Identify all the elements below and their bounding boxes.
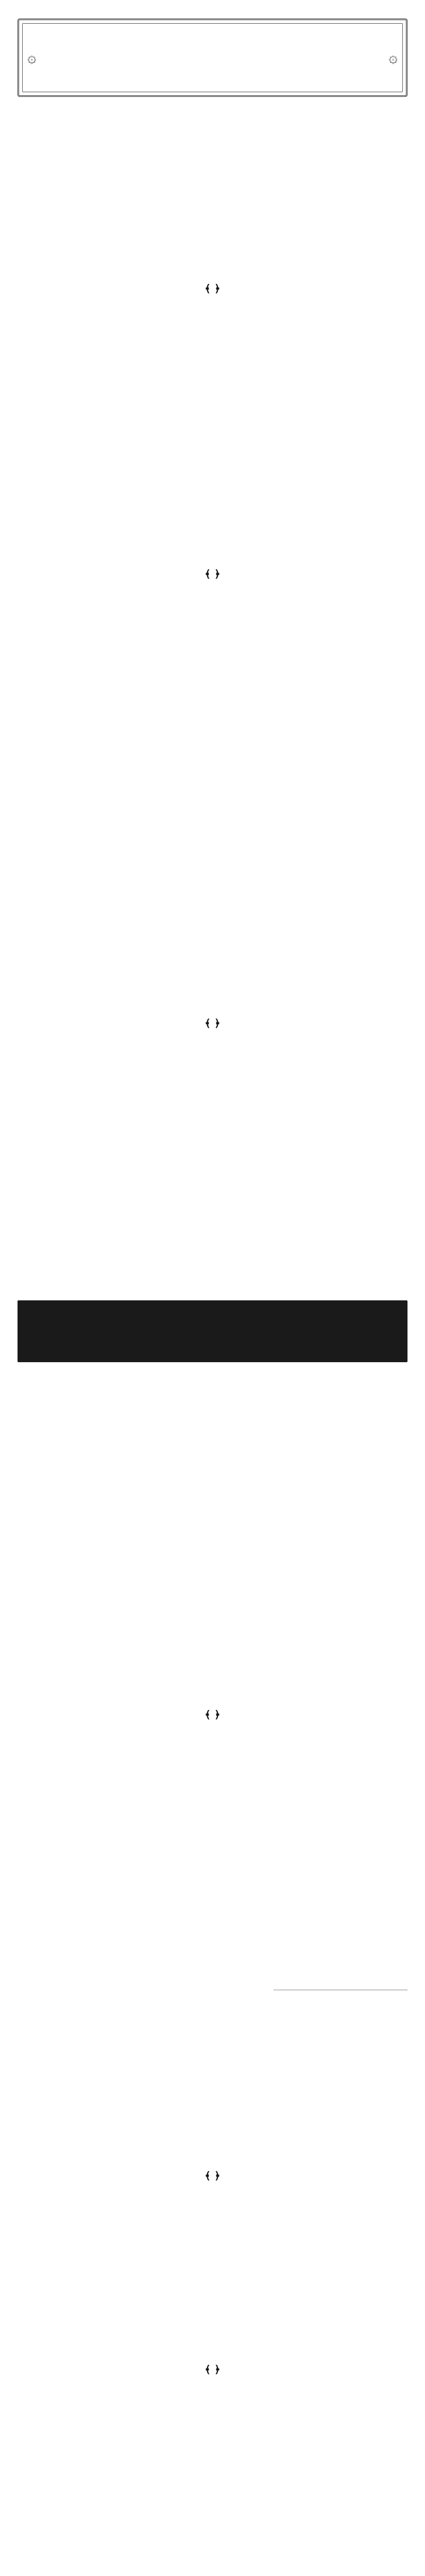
paragraph [18, 2553, 407, 2576]
quran-quote [18, 1013, 407, 1033]
quran-quote [18, 2165, 407, 2186]
paragraph [18, 757, 407, 840]
paragraph [18, 1540, 407, 1695]
quran-quote [18, 564, 407, 584]
paragraph [18, 400, 407, 554]
paragraph [18, 2002, 407, 2156]
footnote-line [29, 1324, 396, 1338]
paragraph [18, 1898, 407, 1980]
footnote-line [29, 1338, 396, 1353]
quran-quote [18, 1704, 407, 1725]
paragraph [18, 1377, 407, 1531]
ornament-icon: ۞ [388, 48, 398, 66]
paragraph [18, 1043, 407, 1197]
paragraph [18, 2389, 407, 2544]
quran-quote [18, 278, 407, 299]
quran-quote [18, 2359, 407, 2380]
paragraph [18, 2195, 407, 2350]
paragraph [18, 114, 407, 269]
ornament-icon: ۞ [27, 48, 37, 66]
paragraph [18, 594, 407, 748]
footnote-box [18, 1300, 407, 1362]
paragraph [18, 1207, 407, 1289]
paragraph [18, 1734, 407, 1889]
paragraph [18, 308, 407, 391]
footnote-line [29, 1310, 396, 1324]
verse-banner-top [18, 19, 407, 97]
banner-verse-text [48, 33, 377, 83]
paragraph [18, 849, 407, 1004]
